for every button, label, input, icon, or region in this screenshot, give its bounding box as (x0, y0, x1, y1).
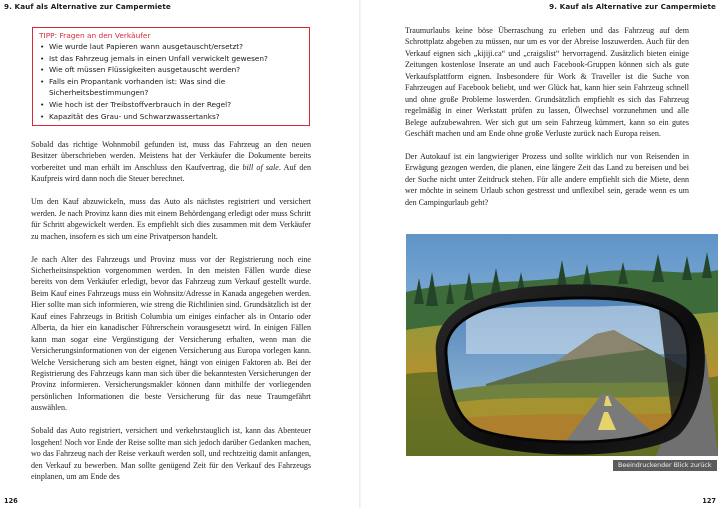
running-head-left: 9. Kauf als Alternative zur Campermiete (4, 2, 171, 11)
tip-item: • Wie hoch ist der Treibstoffverbrauch in der Regel? (39, 99, 303, 111)
tip-box (32, 27, 310, 126)
paragraph: Der Autokauf ist ein langwieriger Prozess und sollte wirklich nur von Reisenden in Erwägung gezogen werden, die planen, eine längere Zeit das Land zu bereisen und bei der Suche nicht unter Zeitdruck stehen. Für alle andere empfiehlt sich die Miete, denn wer möchte in seinem Urlaub schon gestresst und unflexibel sein, gerade wenn es um den Campingurlaub geht? (405, 151, 689, 207)
tip-box-title: TIPP: Fragen an den Verkäufer (39, 31, 151, 40)
paragraph-text: Sobald das richtige Wohnmobil gefunden ist, muss das Fahrzeug an den neuen Besitzer überschrieben werden. Meistens hat der Verkäufer die Dokumente bereits vorbereitet und man erhält im Anschluss den Kaufvertrag, die (31, 140, 311, 172)
paragraph: Je nach Alter des Fahrzeugs und Provinz muss vor der Registrierung noch eine Sicherheitsinspektion vorgenommen werden. In den meisten Fällen wurde diese bereits von dem Verkäufer erledigt, bevor das Fahrzeug zum Verkauf gestellt wurde. Beim Kauf eines Fahrzeugs muss ein Wohnsitz/Adresse in Kanada angegeben werden. Hier sollte man sich informieren, wie streng die Richtlinien sind. Grundsätzlich ist der Kauf eines Fahrzeugs in British Columbia um einiges einfacher als in Ontario oder Alberta, da hier ein kanadischer Führerschein vorausgesetzt wird. In einigen Fällen kann man sogar eine Vergünstigung der Versicherung erhalten, wenn man die Versicherungsinformationen von der eigenen Versicherung aus Europa vorlegen kann. Welche Versicherung sich am besten eignet, hängt von einigen Faktoren ab. Bei der Registrierung des Fahrzeugs kann man sich über die bekanntesten Versicherungen der Provinz informieren. Versicherungsmakler können dann mithilfe der vorliegenden persönlichen Informationen die beste Versicherung für das neue Traumgefährt auswählen. (31, 254, 311, 413)
tip-item: • Falls ein Propantank vorhanden ist: Was sind die Sicherheitsbestimmungen? (39, 76, 303, 99)
tip-box-list (39, 41, 303, 122)
photo-caption: Beeindruckender Blick zurück (613, 460, 717, 471)
page-number-left: 126 (4, 497, 18, 505)
page-number-right: 127 (702, 497, 716, 505)
tip-item: • Wie oft müssen Flüssigkeiten ausgetauscht werden? (39, 64, 303, 76)
paragraph: Traumurlaubs keine böse Überraschung zu erleben und das Fahrzeug auf dem Schrottplatz abgeben zu müssen, nur um es vor der Abreise loszuwerden. Auch für den Verkauf eignen sich „kijiji.ca“ und „craigslist“ hervorragend. Zusätzlich bieten einige Zeitungen kostenlose Inserate an und auch Facebook-Gruppen können sich als gute Verkaufsplattform eignen. Insbesondere für Work & Traveller ist die Suche von Fahrzeugen auf Facebook beliebt, und wer Glück hat, kann hier sein Fahrzeug schnell und ohne große Probleme loswerden. Grundsätzlich empfiehlt es sich das Fahrzeug regelmäßig in einer Werkstatt prüfen zu lassen, Ölwechsel vorzunehmen und alle Belege aufzubewahren. Wer sich gut um sein Fahrzeug kümmert, kann so ein gutes Geschäft machen und am Ende ohne große Verluste zurück nach Europa reisen. (405, 26, 689, 139)
paragraph (31, 139, 311, 185)
tip-item: • Wie wurde laut Papieren wann ausgetauscht/ersetzt? (39, 41, 303, 53)
paragraph: Sobald das Auto registriert, versichert und verkehrstauglich ist, kann das Abenteuer losgehen! Noch vor Ende der Reise sollte man sich jedoch darüber Gedanken machen, wo das Fahrzeug nach der Reise verkauft werden soll, und rechtzeitig damit anfangen, den Verkauf zu bewerben. Man sollte genügend Zeit für den Verkauf des Fahrzeugs einplanen, um am Ende des (31, 426, 311, 482)
tip-item: • Kapazität des Grau- und Schwarzwassertanks? (39, 111, 303, 123)
paragraph-text: . Auf den Kaufpreis wird dann noch die Steuer berechnet. (31, 162, 312, 184)
italic-term: bill of sale (242, 162, 279, 172)
left-text-column (31, 139, 311, 483)
side-mirror-photo (406, 234, 718, 456)
running-head-right: 9. Kauf als Alternative zur Campermiete (549, 2, 716, 11)
right-text-column (405, 25, 689, 208)
right-page (360, 0, 720, 508)
tip-item: • Ist das Fahrzeug jemals in einen Unfall verwickelt gewesen? (39, 53, 303, 65)
paragraph: Um den Kauf abzuwickeln, muss das Auto als nächstes registriert und versichert werden. Je nach Provinz kann dies mit einem Behördengang erledigt oder muss Schritt für Schritt abgewickelt werden. Es empfiehlt sich dies zusammen mit dem Verkäufer zu machen, insofern es sich um eine Privatperson handelt. (31, 197, 311, 241)
